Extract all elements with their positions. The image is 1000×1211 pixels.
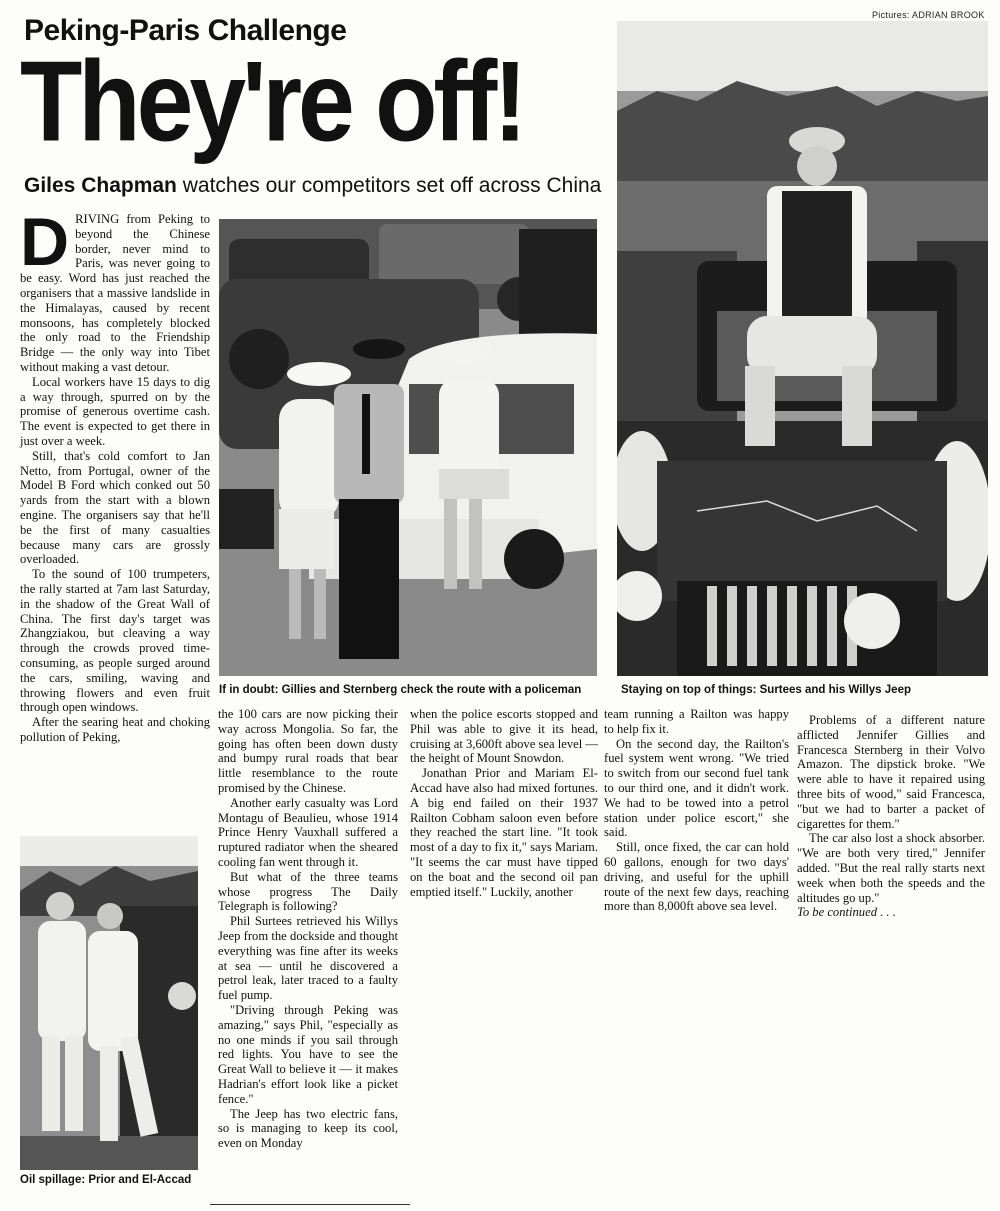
article-column-2 xyxy=(218,707,398,1151)
article-paragraph: Still, once fixed, the car can hold 60 gallons, enough for two days' driving, and useful for the uphill route of the next few days, reaching more than 8,000ft above sea level. xyxy=(604,840,789,914)
article-paragraph: On the second day, the Railton's fuel system went wrong. "We tried to switch from our second fuel tank to our third one, and it didn't work. We had to be towed into a petrol station under police escort," she said. xyxy=(604,736,789,840)
photo-main xyxy=(219,219,597,676)
byline-author: Giles Chapman xyxy=(24,174,177,197)
article-paragraph: But what of the three teams whose progress The Daily Telegraph is following? xyxy=(218,869,398,914)
photo-main-image xyxy=(219,219,597,676)
article-paragraph: To the sound of 100 trumpeters, the rally started at 7am last Saturday, in the shadow of the Great Wall of China. The first day's target was Zhangziakou, but cleaving a way through the crowds proved time-consuming, as people surged around the cars, smiling, waving and throwing flowers and even fruit through open windows. xyxy=(20,567,210,715)
article-paragraph: DRIVING from Peking to beyond the Chinese border, never mind to Paris, was never going to be easy. Word has just reached the organisers that a massive landslide in the Himalayas, caused by recent monsoons, has completely blocked the only road to the Friendship Bridge — the only way into Tibet without making a vast detour. xyxy=(20,204,210,374)
article-paragraph: Another early casualty was Lord Montagu of Beaulieu, whose 1914 Prince Henry Vauxhall suffered a ruptured radiator when the sheared cooling fan went through it. xyxy=(218,795,398,869)
article-paragraph: The car also lost a shock absorber. "We are both very tired," Jennifer added. "But the real rally starts next week when both the speeds and the altitudes go up." xyxy=(797,831,985,905)
article-column-4 xyxy=(604,707,789,914)
article-paragraph: the 100 cars are now picking their way across Mongolia. So far, the going has often been down dusty and bumpy rural roads that bear little resemblance to the route promised by the Chinese. xyxy=(218,707,398,795)
article-paragraph: Local workers have 15 days to dig a way through, spurred on by the promise of generous overtime cash. The event is expected to get there in just over a week. xyxy=(20,374,210,448)
article-paragraph: team running a Railton was happy to help fix it. xyxy=(604,707,789,736)
headline: They're off! xyxy=(20,37,524,165)
article-paragraph: Jonathan Prior and Mariam El-Accad have also had mixed fortunes. A big end failed on their 1937 Railton Cobham saloon even before they reached the start line. "It took most of a day to fix it," says Mariam. "It seems the car must have tipped on the boat and the second oil pan emptied itself." Luckily, another xyxy=(410,766,598,899)
byline xyxy=(24,174,601,198)
article-paragraph: Phil Surtees retrieved his Willys Jeep from the dockside and thought everything was fine after its weeks at sea — until he discovered a petrol leak, later traced to a faulty fuel pump. xyxy=(218,914,398,1003)
article-paragraph: Still, that's cold comfort to Jan Netto, from Portugal, owner of the Model B Ford which conked out 50 yards from the start with a blown engine. The organisers say that he'll be the first of many casualties because many cars are grossly overloaded. xyxy=(20,448,210,567)
article-column-1 xyxy=(20,204,210,745)
divider-rule xyxy=(210,1204,410,1205)
photo-bottom xyxy=(20,836,198,1170)
article-paragraph: After the searing heat and choking pollution of Peking, xyxy=(20,715,210,744)
article-column-5 xyxy=(797,713,985,920)
caption-main: If in doubt: Gillies and Sternberg check the route with a policeman xyxy=(219,684,582,696)
article-paragraph: "Driving through Peking was amazing," says Phil, "especially as no one minds if you sail through red lights. You have to see the Great Wall to believe it — it makes Hadrian's effort look like a picket fence." xyxy=(218,1002,398,1106)
byline-text: watches our competitors set off across China xyxy=(176,174,602,197)
photo-right-image xyxy=(617,21,988,676)
photo-credit: Pictures: ADRIAN BROOK xyxy=(872,10,985,20)
article-paragraph: when the police escorts stopped and Phil was able to give it its head, cruising at 3,600ft above sea level — the height of Mount Snowdon. xyxy=(410,707,598,766)
caption-bottom: Oil spillage: Prior and El-Accad xyxy=(20,1174,192,1186)
continued-note: To be continued . . . xyxy=(797,905,896,920)
article-paragraph: Problems of a different nature afflicted Jennifer Gillies and Francesca Sternberg in their Volvo Amazon. The dipstick broke. "We were able to have it repaired using three bits of wood," said Francesca, "but we had to barter a packet of cigarettes for them." xyxy=(797,713,985,831)
drop-cap: D xyxy=(20,204,70,280)
kicker: Peking-Paris Challenge xyxy=(24,14,347,47)
article-paragraph: The Jeep has two electric fans, so is managing to keep its cool, even on Monday xyxy=(218,1106,398,1151)
photo-right xyxy=(617,21,988,676)
photo-bottom-image xyxy=(20,836,198,1170)
article-column-3 xyxy=(410,707,598,899)
caption-right: Staying on top of things: Surtees and his Willys Jeep xyxy=(621,684,911,696)
